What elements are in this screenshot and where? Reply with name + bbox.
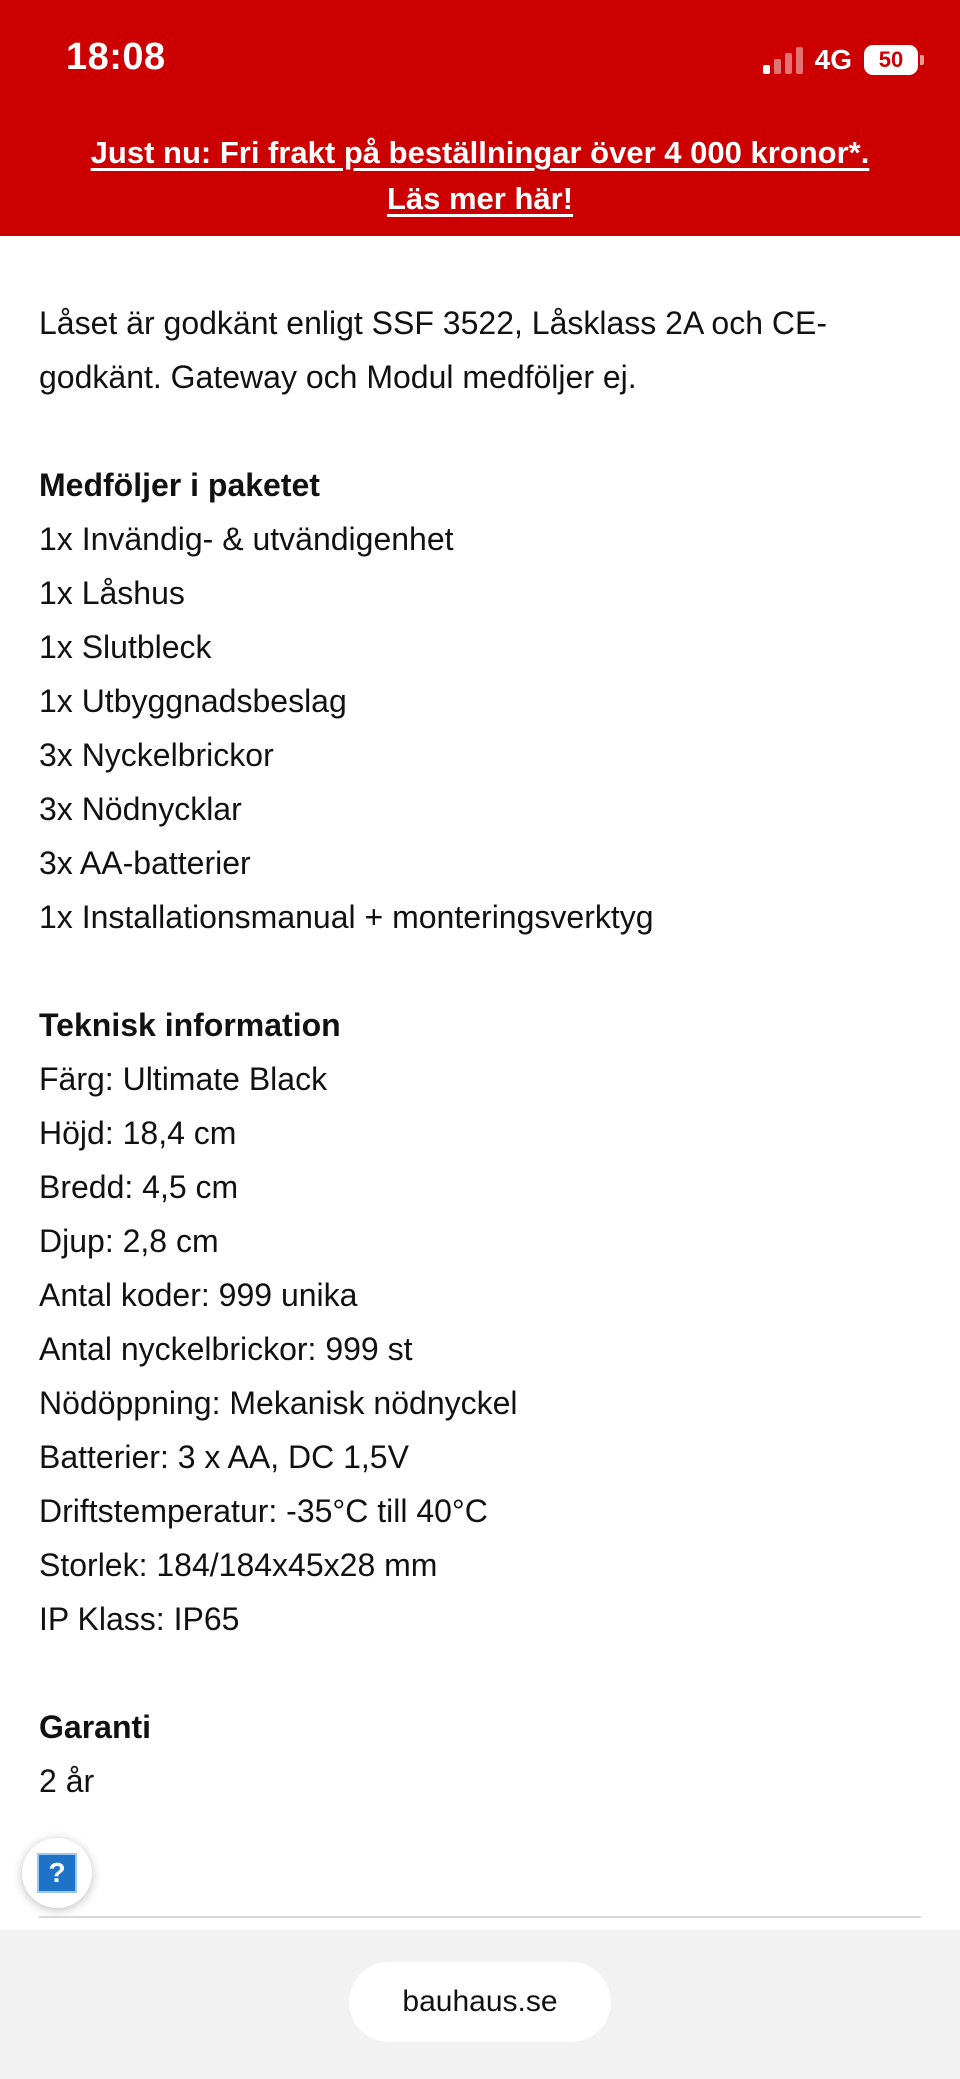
tech-heading: Teknisk information [39, 1007, 341, 1043]
package-item: 1x Invändig- & utvändigenhet [39, 521, 454, 557]
package-item: 1x Slutbleck [39, 629, 212, 665]
warranty-heading: Garanti [39, 1709, 152, 1745]
package-item: 3x Nödnycklar [39, 791, 242, 827]
package-heading: Medföljer i paketet [39, 467, 320, 503]
tech-item: IP Klass: IP65 [39, 1601, 240, 1637]
package-item: 1x Låshus [39, 575, 185, 611]
url-field[interactable]: bauhaus.se [349, 1962, 611, 2042]
package-item: 1x Utbyggnadsbeslag [39, 683, 347, 719]
tech-item: Antal nyckelbrickor: 999 st [39, 1331, 413, 1367]
help-button[interactable] [22, 1838, 92, 1908]
divider [39, 1916, 921, 1918]
status-indicators [763, 42, 924, 78]
top-banner [0, 0, 960, 236]
promo-line-2: Läs mer här! [386, 181, 574, 216]
tech-item: Färg: Ultimate Black [39, 1061, 328, 1097]
tech-item: Batterier: 3 x AA, DC 1,5V [39, 1439, 409, 1475]
promo-banner-link[interactable] [0, 130, 960, 222]
tech-item: Driftstemperatur: -35°C till 40°C [39, 1493, 488, 1529]
tech-item: Nödöppning: Mekanisk nödnyckel [39, 1385, 518, 1421]
cellular-signal-icon [763, 46, 803, 74]
intro-line-2: godkänt. Gateway och Modul medföljer ej. [39, 359, 637, 395]
status-time: 18:08 [66, 36, 166, 78]
promo-line-1: Just nu: Fri frakt på beställningar över 4 000 kronor*. [90, 135, 870, 170]
tech-item: Storlek: 184/184x45x28 mm [39, 1547, 438, 1583]
tech-item: Bredd: 4,5 cm [39, 1169, 239, 1205]
warranty-value: 2 år [39, 1763, 95, 1799]
product-description [39, 296, 919, 1808]
package-item: 3x Nyckelbrickor [39, 737, 274, 773]
question-icon: ? [37, 1853, 77, 1893]
tech-item: Höjd: 18,4 cm [39, 1115, 237, 1151]
battery-icon [864, 45, 924, 75]
package-item: 1x Installationsmanual + monteringsverktyg [39, 899, 654, 935]
intro-line-1: Låset är godkänt enligt SSF 3522, Låsklass 2A och CE- [39, 305, 828, 341]
tech-item: Antal koder: 999 unika [39, 1277, 358, 1313]
network-type: 4G [814, 44, 852, 75]
package-item: 3x AA-batterier [39, 845, 251, 881]
tech-item: Djup: 2,8 cm [39, 1223, 219, 1259]
battery-level: 50 [864, 45, 918, 75]
